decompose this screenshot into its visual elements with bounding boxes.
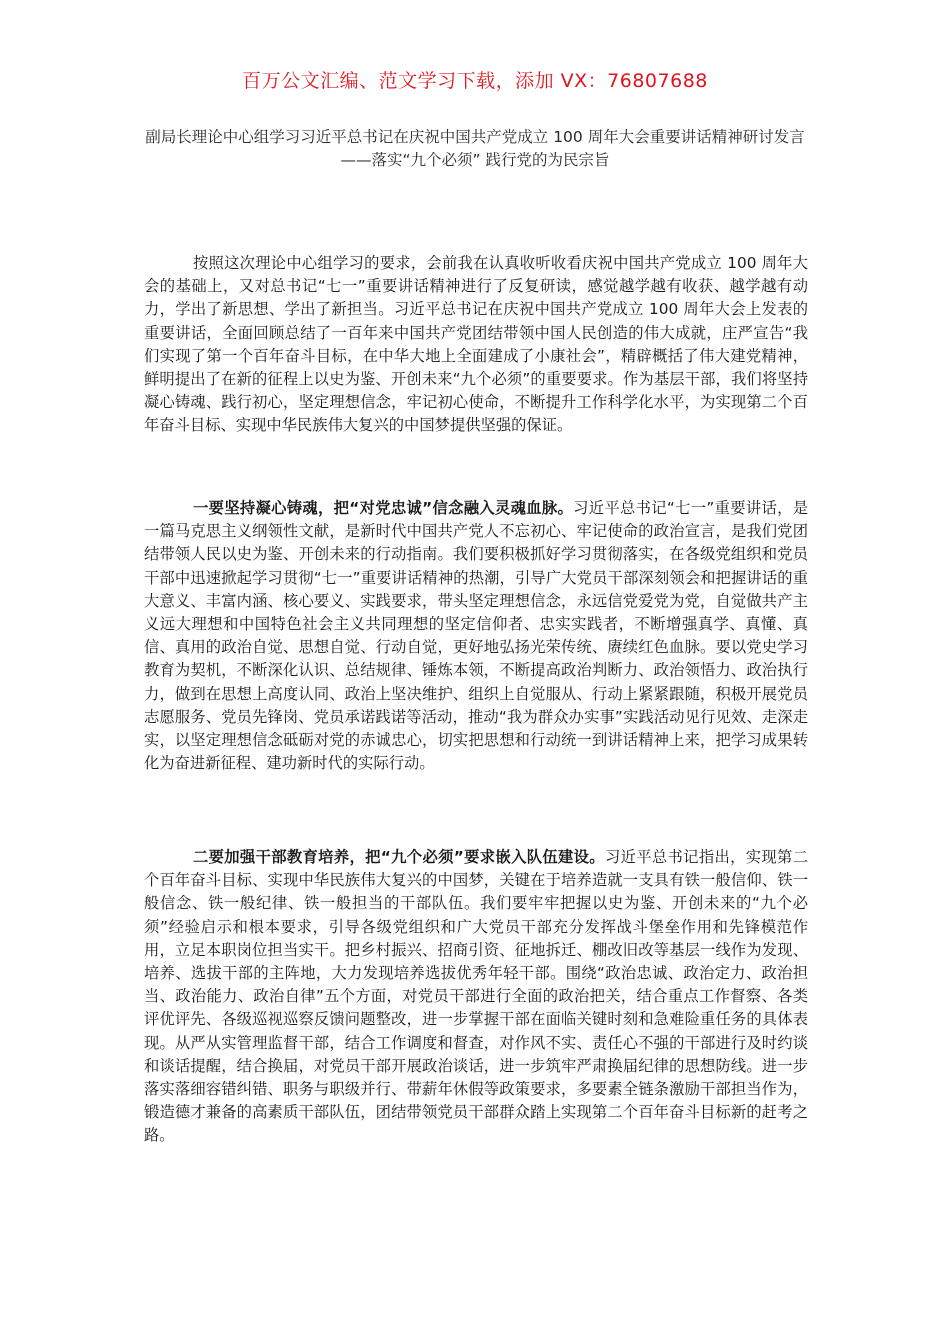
paragraph-point-one [144, 497, 808, 775]
document-title: 副局长理论中心组学习习近平总书记在庆祝中国共产党成立 100 周年大会重要讲话精神研讨发言 [145, 128, 805, 146]
paragraph-intro [144, 252, 808, 438]
download-banner: 百万公文汇编、范文学习下载，添加 VX：76807688 [242, 70, 708, 92]
document-title-block [140, 126, 810, 172]
paragraph-lead: 一要坚持凝心铸魂，把“对党忠诚”信念融入灵魂血脉。 [193, 499, 574, 517]
paragraph-lead: 二要加强干部教育培养，把“九个必须”要求嵌入队伍建设。 [193, 848, 605, 866]
paragraph-text: 习近平总书记指出，实现第二个百年奋斗目标、实现中华民族伟大复兴的中国梦，关键在于培养造就一支具有铁一般信仰、铁一般信念、铁一般纪律、铁一般担当的干部队伍。我们要牢牢把握以史为鉴、开创未来的“九个必须”经验启示和根本要求，引导各级党组织和广大党员干部充分发挥战斗堡垒作用和先锋模范作用，立足本职岗位担当实干。把乡村振兴、招商引资、征地拆迁、棚改旧改等基层一线作为发现、培养、选拔干部的主阵地，大力发现培养选拔优秀年轻干部。围绕“政治忠诚、政治定力、政治担当、政治能力、政治自律”五个方面，对党员干部进行全面的政治把关，结合重点工作督察、各类评优评先、各级巡视巡察反馈问题整改，进一步掌握干部在面临关键时刻和急难险重任务的具体表现。从严从实管理监督干部，结合工作调度和督查，对作风不实、责任心不强的干部进行及时约谈和谈话提醒，结合换届，对党员干部开展政治谈话，进一步筑牢严肃换届纪律的思想防线。进一步落实落细容错纠错、职务与职级并行、带薪年休假等政策要求，多要素全链条激励干部担当作为，锻造德才兼备的高素质干部队伍，团结带领党员干部群众踏上实现第二个百年奋斗目标新的赶考之路。 [144, 848, 808, 1145]
document-subtitle: ——落实“九个必须” 践行党的为民宗旨 [340, 151, 610, 169]
paragraph-point-two [144, 846, 808, 1148]
paragraph-text: 习近平总书记“七一”重要讲话，是一篇马克思主义纲领性文献，是新时代中国共产党人不忘初心、牢记使命的政治宣言，是我们党团结带领人民以史为鉴、开创未来的行动指南。我们要积极抓好学习贯彻落实，在各级党组织和党员干部中迅速掀起学习贯彻“七一”重要讲话精神的热潮，引导广大党员干部深刻领会和把握讲话的重大意义、丰富内涵、核心要义、实践要求，带头坚定理想信念，永远信党爱党为党，自觉做共产主义远大理想和中国特色社会主义共同理想的坚定信仰者、忠实实践者，不断增强真学、真懂、真信、真用的政治自觉、思想自觉、行动自觉，更好地弘扬光荣传统、赓续红色血脉。要以党史学习教育为契机，不断深化认识、总结规律、锤炼本领，不断提高政治判断力、政治领悟力、政治执行力，做到在思想上高度认同、政治上坚决维护、组织上自觉服从、行动上紧紧跟随，积极开展党员志愿服务、党员先锋岗、党员承诺践诺等活动，推动“我为群众办实事”实践活动见行见效、走深走实，以坚定理想信念砥砺对党的赤诚忠心，切实把思想和行动统一到讲话精神上来，把学习成果转化为奋进新征程、建功新时代的实际行动。 [144, 499, 808, 773]
paragraph-text: 按照这次理论中心组学习的要求，会前我在认真收听收看庆祝中国共产党成立 100 周年大会的基础上，又对总书记“七一”重要讲话精神进行了反复研读，感觉越学越有收获、越学越有动力，学出了新思想、学出了新担当。习近平总书记在庆祝中国共产党成立 100 周年大会上发表的重要讲话，全面回顾总结了一百年来中国共产党团结带领中国人民创造的伟大成就，庄严宣告“我们实现了第一个百年奋斗目标，在中华大地上全面建成了小康社会”，精辟概括了伟大建党精神，鲜明提出了在新的征程上以史为鉴、开创未来“九个必须”的重要要求。作为基层干部，我们将坚持凝心铸魂、践行初心，坚定理想信念，牢记初心使命，不断提升工作科学化水平，为实现第二个百年奋斗目标、实现中华民族伟大复兴的中国梦提供坚强的保证。 [144, 254, 808, 435]
